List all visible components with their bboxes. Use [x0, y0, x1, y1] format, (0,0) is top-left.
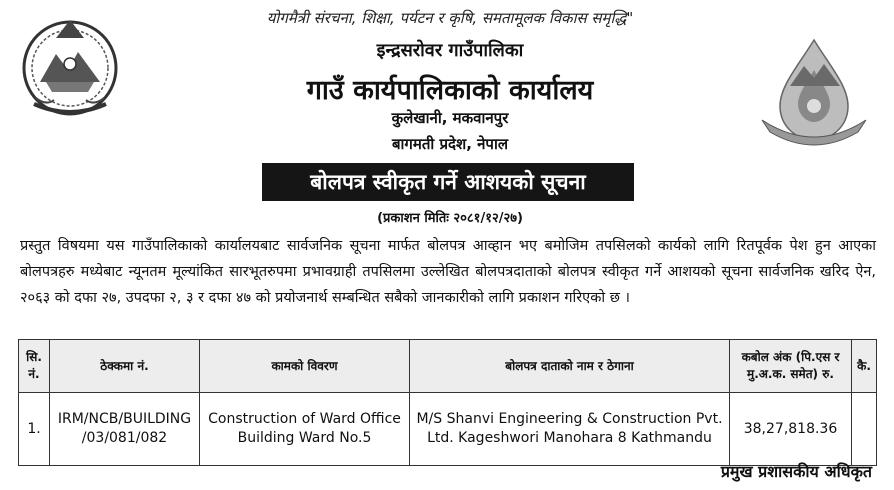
- table-row: [19, 393, 877, 466]
- cell-sn: 1.: [19, 393, 50, 466]
- address-line-2: बागमती प्रदेश, नेपाल: [391, 135, 509, 153]
- table-header-row: [19, 340, 877, 393]
- cell-contract-no: IRM/NCB/BUILDING /03/081/082: [50, 393, 200, 466]
- main-title: गाउँ कार्यपालिकाको कार्यालय: [306, 75, 594, 106]
- signatory-title: प्रमुख प्रशासकीय अधिकृत: [720, 462, 872, 481]
- slogan: योगमैत्री संरचना, शिक्षा, पर्यटन र कृषि, समतामूलक विकास समृद्धि": [266, 9, 634, 27]
- address-line-1: कुलेखानी, मकवानपुर: [391, 109, 509, 127]
- tender-table: [18, 339, 877, 466]
- header-sn: सि. नं.: [19, 340, 50, 393]
- header-bid-amount: कबोल अंक (पि.एस र मु.अ.क. समेत) रु.: [730, 340, 852, 393]
- cell-bidder: M/S Shanvi Engineering & Construction Pvt. Ltd. Kageshwori Manohara 8 Kathmandu: [410, 393, 730, 466]
- cell-work-description: Construction of Ward Office Building Ward No.5: [200, 393, 410, 466]
- municipality-logo-icon: [760, 36, 868, 148]
- publication-date: (प्रकाशन मितिः २०८१/१२/२७): [377, 211, 523, 226]
- notice-body: प्रस्तुत विषयमा यस गाउँपालिकाको कार्यालयबाट सार्वजनिक सूचना मार्फत बोलपत्र आव्हान भए बमोजिम तपसिलको कार्यको लागि रितपूर्वक पेश हुन आएका बोलपत्रहरु मध्येबाट न्यूनतम मूल्यांकित सारभूतरुपमा प्रभावग्राही तपसिलमा उल्लेखित बोलपत्रदाताको बोलपत्र स्वीकृत गर्ने आशयको सूचना सार्वजनिक खरिद ऐन, २०६३ को दफा २७, उपदफा २, ३ र दफा ४७ को प्रयोजनार्थ सम्बन्धित सबैको जानकारीको लागि प्रकाशन गरिएको छ ।: [20, 238, 876, 306]
- header-work-description: कामको विवरण: [200, 340, 410, 393]
- office-name: इन्द्रसरोवर गाउँपालिका: [376, 40, 524, 61]
- nepal-government-emblem-icon: [16, 12, 124, 120]
- cell-remarks: [852, 393, 877, 466]
- header-remarks: कै.: [852, 340, 877, 393]
- cell-bid-amount: 38,27,818.36: [730, 393, 852, 466]
- notice-title-banner: [262, 163, 634, 201]
- header-bidder: बोलपत्र दाताको नाम र ठेगाना: [410, 340, 730, 393]
- notice-title: बोलपत्र स्वीकृत गर्ने आशयको सूचना: [310, 170, 586, 194]
- header-contract-no: ठेक्कमा नं.: [50, 340, 200, 393]
